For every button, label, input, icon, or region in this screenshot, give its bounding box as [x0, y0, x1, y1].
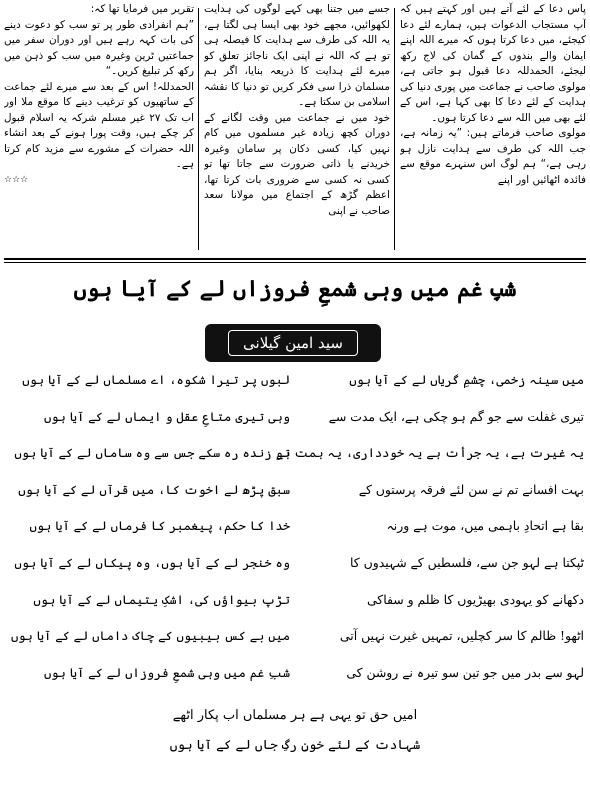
- verse-second-half: تڑپ بیواؤں کی، اشکِ یتیماں لے کے آیا ہوں: [33, 592, 290, 607]
- article-section: [4, 2, 586, 254]
- verse-second-half: سبق پڑھ لے اخوت کا، میں قرآں لے کے آیا ہوں: [18, 482, 290, 497]
- verse-second-half: خدا کا حکم، پیغمبر کا فرماں لے کے آیا ہوں: [29, 518, 290, 533]
- verse-second-half: لبوں پر تیرا شکوہ، اے مسلماں لے کے آیا ہوں: [22, 372, 290, 387]
- verse-second-half: شبِ غم میں وہی شمعِ فروزاں لے کے آیا ہوں: [44, 665, 290, 680]
- verse-first-half: تیری غفلت سے جو گم ہو چکی ہے، ایک مدت سے: [328, 409, 584, 424]
- column-divider: [198, 8, 199, 250]
- verse-first-half: ٹپکتا ہے لہو جن سے، فلسطیں کے شہیدوں کا: [350, 555, 584, 570]
- verse-second-half: وہ خنجر لے کے آیا ہوں، وہ پیکاں لے کے آیا ہوں: [14, 555, 290, 570]
- paragraph: مولوی صاحب فرماتے ہیں: ”یہ زمانہ ہے، جب اللہ کی طرف سے ہدایت نازل ہو رہی ہے،“ ہم لوگ اس سنہرے موقع سے فائدہ اٹھائیں اور اپنے: [400, 127, 586, 186]
- paragraph: پاس دعا کے لئے آتے ہیں اور کہتے ہیں کہ آپ مستجاب الدعوات ہیں، ہمارے لئے دعا کیجئے، میں دعا کرتا ہوں کہ میرے اللہ اپنے ایمان والے بندوں کے گمان کی لاج رکھ لیجئے، الحمدللہ دعا قبول ہو جاتی ہے، مولوی صاحب نے جماعت میں پوری دنیا کی ہدایت کے لئے دعا کا بھی کہا ہے، اس کے لئے بھی میں اللہ سے دعا کرتا ہوں۔: [400, 3, 586, 124]
- verse-first-half: دکھانے کو یہودی بھیڑیوں کا ظلم و سفاکی: [366, 592, 584, 607]
- verse-first-half: یہ غیرت ہے، یہ جرأت ہے یہ خودداری، یہ ہمت ہے: [275, 445, 584, 460]
- paragraph: الحمدللہ! اس کے بعد سے میرے لئے جماعت کے ساتھیوں کو ترغیب دینے کا موقع ملا اور اب تک ۲۷ غیر مسلم شرکہ یہ اسلام قبول کر چکے ہیں، وقت پورا ہونے کے بعد انشاء اللہ حضرات کے مشورے سے مزید کام کرتا ہے۔: [4, 80, 194, 170]
- verse-first-half: بہت افسانے تم نے سن لئے فرقہ پرستوں کے: [358, 482, 584, 497]
- verse-second-half: وہی تیری متاعِ عقل و ایماں لے کے آیا ہوں: [44, 409, 290, 424]
- verse-first-half: لہو سے بدر میں جو تین سو تیرہ نے روشن کی: [346, 665, 584, 680]
- article-column-right: [400, 2, 586, 254]
- section-divider: [4, 262, 586, 263]
- poem-title: شبِ غم میں وہی شمعِ فروزاں لے کے آیا ہوں: [73, 276, 517, 302]
- paragraph: جسے میں جتنا بھی کہے لوگوں کی ہدایت لکھوائیں، مجھے خود بھی ایسا ہی لگتا ہے، یہ اللہ کی طرف سے ہدایت کا فیصلہ ہی تو ہے کہ اللہ نے اپنی ایک ناجائز تعلق کو میرے لئے ہدایت کا ذریعہ بنایا، اگر ہم مسلمان ذرا سی فکر کریں تو دنیا کا نقشہ اسلامی بن سکتا ہے۔: [204, 3, 390, 108]
- paragraph: خود میں نے جماعت میں وقت لگانے کے دوران کچھ زیادہ غیر مسلموں میں کام نہیں کیا، کسی دکان پر سامان وغیرہ خریدنے یا ذاتی ضرورت سے جاتا تھا تو کسی نہ کسی سے ضروری بات کرتا تھا، اعظم گڑھ کے اجتماع میں مولانا سعد صاحب نے اپنی: [204, 111, 390, 217]
- verse-first-half: اٹھو! ظالم کا سر کچلیں، تمہیں غیرت نہیں آتی: [339, 628, 584, 643]
- article-column-middle: [204, 2, 390, 254]
- closing-line: شہادت کے لئے خونِ رگِ جاں لے کے آیا ہوں: [169, 738, 421, 753]
- verse-first-half: میں سینہ زخمی، چشمِ گریاں لے کے آیا ہوں: [349, 372, 584, 387]
- section-divider: [4, 258, 586, 260]
- article-column-left: [4, 2, 194, 254]
- paragraph: تقریر میں فرمایا تھا کہ:: [90, 3, 194, 15]
- verse-second-half: میں بے کس بیبیوں کے چاک داماں لے کے آیا ہوں: [11, 628, 290, 643]
- verse-first-half: بقا ہے اتحادِ باہمی میں، موت ہے ورنہ: [386, 518, 584, 533]
- verse-second-half: تو زندہ رہ سکے جس سے وہ ساماں لے کے آیا ہوں: [14, 445, 290, 460]
- poet-name: سید امین گیلانی: [228, 330, 358, 356]
- poet-badge: [205, 324, 381, 362]
- column-divider: [394, 8, 395, 250]
- quote-paragraph: ”ہم انفرادی طور پر تو سب کو دعوت دینے کی بات کہہ رہے ہیں اور دوران سفر میں جماعتیں ٹرین وغیرہ میں سب کو ذہن میں رکھ کر تبلیغ کریں۔“: [4, 18, 194, 77]
- end-marks: ☆☆☆: [4, 174, 29, 185]
- closing-line: امیں حق تو یہی ہے ہر مسلماں اب پکار اٹھے: [172, 708, 418, 723]
